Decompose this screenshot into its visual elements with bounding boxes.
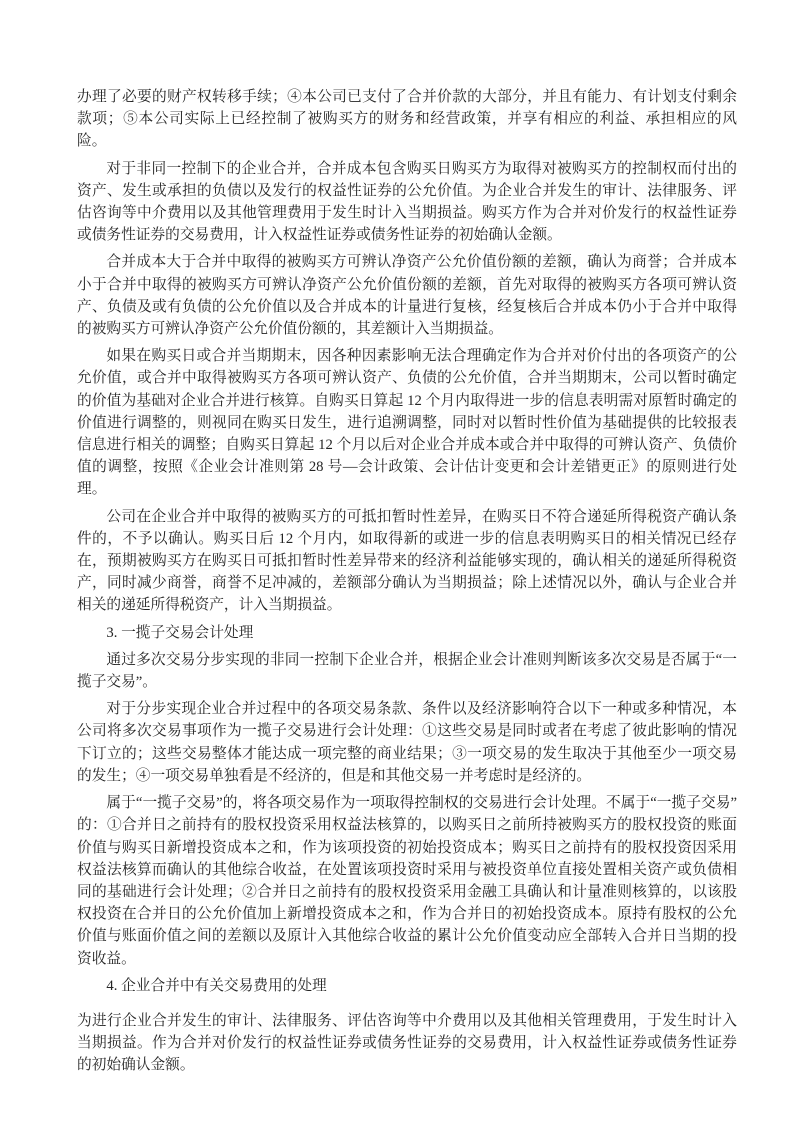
body-paragraph: 属于“一揽子交易”的，将各项交易作为一项取得控制权的交易进行会计处理。不属于“一揽子交易”的：①合并日之前持有的股权投资采用权益法核算的，以购买日之前所持被购买方的股权投资的账面价值与购买日新增投资成本之和，作为该项投资的初始投资成本；购买日之前持有的股权投资因采用权益法核算而确认的其他综合收益，在处置该项投资时采用与被投资单位直接处置相关资产或负债相同的基础进行会计处理；②合并日之前持有的股权投资采用金融工具确认和计量准则核算的，以该股权投资在合并日的公允价值加上新增投资成本之和，作为合并日的初始投资成本。原持有股权的公允价值与账面价值之间的差额以及原计入其他综合收益的累计公允价值变动应全部转入合并日当期的投资收益。 [77, 795, 737, 967]
body-paragraph: 公司在企业合并中取得的被购买方的可抵扣暂时性差异，在购买日不符合递延所得税资产确认条件的，不予以确认。购买日后 12 个月内，如取得新的或进一步的信息表明购买日的相关情况已经存在，预期被购买方在购买日可抵扣暂时性差异带来的经济利益能够实现的，确认相关的递延所得税资产，同时减少商誉，商誉不足冲减的，差额部分确认为当期损益；除上述情况以外，确认与企业合并相关的递延所得税资产，计入当期损益。 [77, 508, 737, 614]
body-paragraph: 合并成本大于合并中取得的被购买方可辨认净资产公允价值份额的差额，确认为商誉；合并成本小于合并中取得的被购买方可辨认净资产公允价值份额的差额，首先对取得的被购买方各项可辨认资产、负债及或有负债的公允价值以及合并成本的计量进行复核，经复核后合并成本仍小于合并中取得的被购买方可辨认净资产公允价值份额的，其差额计入当期损益。 [77, 254, 737, 338]
body-paragraph: 为进行企业合并发生的审计、法律服务、评估咨询等中介费用以及其他相关管理费用，于发生时计入当期损益。作为合并对价发行的权益性证券或债务性证券的交易费用，计入权益性证券或债务性证券的初始确认金额。 [77, 1012, 737, 1074]
body-paragraph: 对于分步实现企业合并过程中的各项交易条款、条件以及经济影响符合以下一种或多种情况，本公司将多次交易事项作为一揽子交易进行会计处理：①这些交易是同时或者在考虑了彼此影响的情况下订立的；这些交易整体才能达成一项完整的商业结果；③一项交易的发生取决于其他至少一项交易的发生；④一项交易单独看是不经济的，但是和其他交易一并考虑时是经济的。 [77, 701, 737, 784]
section-heading-4: 4. 企业合并中有关交易费用的处理 [106, 977, 327, 994]
body-paragraph-continuation: 办理了必要的财产权转移手续；④本公司已支付了合并价款的大部分，并且有能力、有计划支付剩余款项；⑤本公司实际上已经控制了被购买方的财务和经营政策，并享有相应的利益、承担相应的风险。 [77, 89, 737, 150]
section-heading-3: 3. 一揽子交易会计处理 [106, 624, 254, 641]
body-paragraph: 如果在购买日或合并当期期末，因各种因素影响无法合理确定作为合并对价付出的各项资产的公允价值，或合并中取得被购买方各项可辨认资产、负债的公允价值，合并当期期末，公司以暂时确定的价值为基础对企业合并进行核算。自购买日算起 12 个月内取得进一步的信息表明需对原暂时确定的价值进行调整的，则视同在购买日发生，进行追溯调整，同时对以暂时性价值为基础提供的比较报表信息进行相关的调整；自购买日算起 12 个月以后对企业合并成本或合并中取得的可辨认资产、负债价值的调整，按照《企业会计准则第 28 号—会计政策、会计估计变更和会计差错更正》的原则进行处理。 [77, 348, 737, 498]
body-paragraph: 对于非同一控制下的企业合并，合并成本包含购买日购买方为取得对被购买方的控制权而付出的资产、发生或承担的负债以及发行的权益性证券的公允价值。为企业合并发生的审计、法律服务、评估咨询等中介费用以及其他管理费用于发生时计入当期损益。购买方作为合并对价发行的权益性证券或债务性证券的交易费用，计入权益性证券或债务性证券的初始确认金额。 [77, 160, 737, 244]
body-paragraph: 通过多次交易分步实现的非同一控制下企业合并，根据企业会计准则判断该多次交易是否属于“一揽子交易”。 [77, 651, 737, 691]
document-content [77, 86, 737, 1082]
